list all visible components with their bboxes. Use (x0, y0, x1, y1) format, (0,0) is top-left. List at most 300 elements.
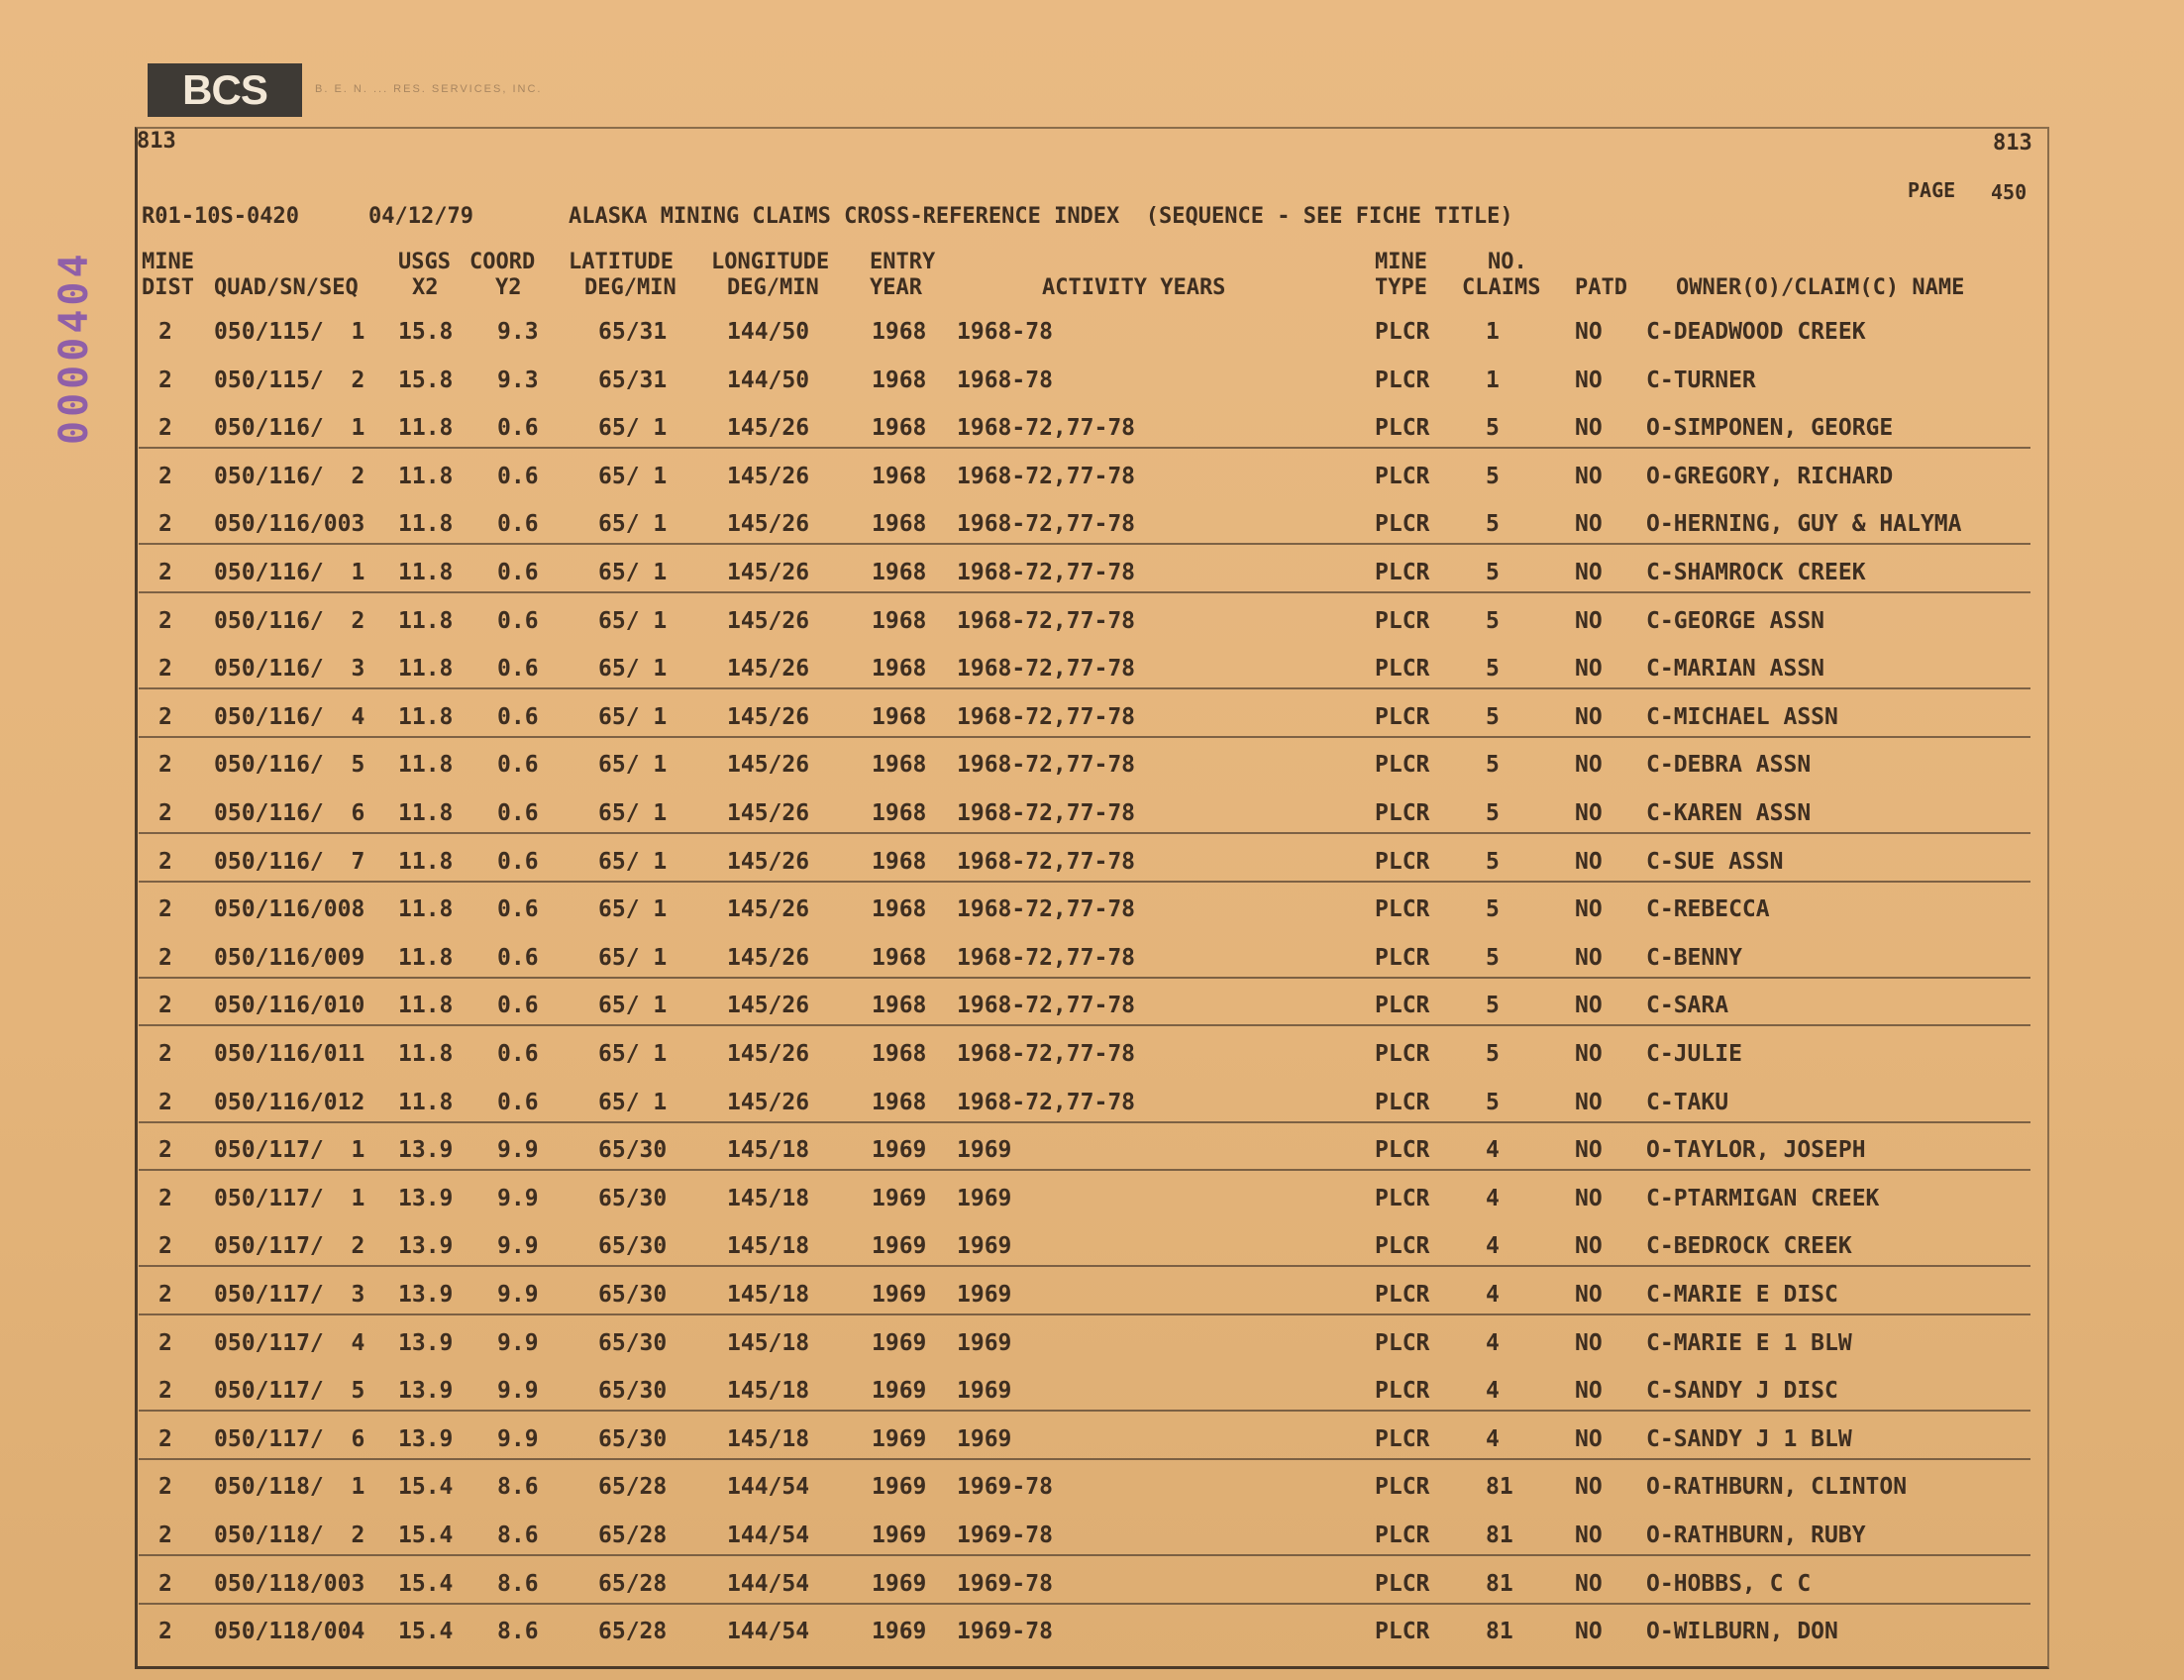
latitude-cell: 65/ 1 (598, 511, 668, 538)
owner-claim-name-cell: C-KAREN ASSN (1646, 800, 1812, 826)
longitude-cell: 145/18 (727, 1378, 810, 1405)
activity-years-cell: 1968-78 (957, 319, 1053, 345)
quad-cell: 050/115/ 1 (214, 319, 365, 345)
y2-cell: 0.6 (497, 896, 539, 923)
owner-claim-name-cell: C-MARIAN ASSN (1646, 656, 1825, 682)
longitude-cell: 145/26 (727, 703, 810, 730)
latitude-cell: 65/30 (598, 1282, 668, 1308)
quad-cell: 050/116/008 (214, 896, 365, 923)
claims-count-cell: 5 (1486, 752, 1500, 779)
entry-year-cell: 1969 (872, 1329, 927, 1356)
patd-cell: NO (1575, 944, 1603, 971)
x2-cell: 15.8 (398, 319, 454, 345)
latitude-cell: 65/31 (598, 319, 668, 345)
quad-cell: 050/116/ 7 (214, 848, 365, 875)
mine-type-cell: PLCR (1375, 1137, 1430, 1164)
mine-type-cell: PLCR (1375, 656, 1430, 682)
owner-claim-name-cell: C-BENNY (1646, 944, 1742, 971)
patd-cell: NO (1575, 752, 1603, 779)
claims-count-cell: 5 (1486, 800, 1500, 826)
y2-cell: 9.3 (497, 319, 539, 345)
longitude-cell: 145/18 (727, 1185, 810, 1211)
dist-cell: 2 (158, 896, 172, 923)
y2-cell: 9.3 (497, 367, 539, 393)
owner-claim-name-cell: C-SUE ASSN (1646, 848, 1784, 875)
claims-count-cell: 4 (1486, 1233, 1500, 1260)
claims-count-cell: 5 (1486, 993, 1500, 1019)
latitude-cell: 65/28 (598, 1570, 668, 1597)
owner-claim-name-cell: O-TAYLOR, JOSEPH (1646, 1137, 1866, 1164)
patd-cell: NO (1575, 415, 1603, 442)
quad-cell: 050/116/ 2 (214, 607, 365, 634)
activity-years-cell: 1968-72,77-78 (957, 415, 1136, 442)
quad-cell: 050/116/ 5 (214, 752, 365, 779)
activity-years-cell: 1968-72,77-78 (957, 463, 1136, 489)
row-rule-line (139, 687, 2030, 689)
longitude-cell: 145/26 (727, 993, 810, 1019)
latitude-cell: 65/ 1 (598, 463, 668, 489)
activity-years-cell: 1968-78 (957, 367, 1053, 393)
x2-cell: 11.8 (398, 848, 454, 875)
y2-cell: 9.9 (497, 1137, 539, 1164)
activity-years-cell: 1968-72,77-78 (957, 752, 1136, 779)
row-rule-line (139, 1313, 2030, 1315)
dist-cell: 2 (158, 1282, 172, 1308)
claims-count-cell: 5 (1486, 607, 1500, 634)
entry-year-cell: 1969 (872, 1425, 927, 1452)
entry-year-cell: 1968 (872, 752, 927, 779)
longitude-cell: 144/54 (727, 1619, 810, 1645)
latitude-cell: 65/28 (598, 1522, 668, 1548)
y2-cell: 0.6 (497, 1041, 539, 1067)
activity-years-cell: 1969 (957, 1137, 1012, 1164)
patd-cell: NO (1575, 800, 1603, 826)
x2-cell: 15.8 (398, 367, 454, 393)
y2-cell: 0.6 (497, 944, 539, 971)
latitude-cell: 65/30 (598, 1425, 668, 1452)
activity-years-cell: 1969 (957, 1282, 1012, 1308)
owner-claim-name-cell: O-RATHBURN, CLINTON (1646, 1474, 1908, 1501)
entry-year-cell: 1969 (872, 1378, 927, 1405)
activity-years-cell: 1968-72,77-78 (957, 703, 1136, 730)
activity-years-cell: 1969 (957, 1233, 1012, 1260)
latitude-cell: 65/ 1 (598, 607, 668, 634)
claims-count-cell: 5 (1486, 944, 1500, 971)
patd-cell: NO (1575, 703, 1603, 730)
mine-type-cell: PLCR (1375, 1282, 1430, 1308)
activity-years-cell: 1968-72,77-78 (957, 848, 1136, 875)
owner-claim-name-cell: C-BEDROCK CREEK (1646, 1233, 1852, 1260)
y2-cell: 9.9 (497, 1378, 539, 1405)
longitude-cell: 145/26 (727, 1041, 810, 1067)
entry-year-cell: 1968 (872, 993, 927, 1019)
mine-type-cell: PLCR (1375, 1233, 1430, 1260)
mine-type-cell: PLCR (1375, 560, 1430, 585)
quad-cell: 050/116/ 3 (214, 656, 365, 682)
header-entry-year: ENTRY YEAR (870, 250, 936, 300)
longitude-cell: 145/26 (727, 896, 810, 923)
entry-year-cell: 1969 (872, 1233, 927, 1260)
longitude-cell: 145/18 (727, 1329, 810, 1356)
activity-years-cell: 1968-72,77-78 (957, 1089, 1136, 1115)
page-label: PAGE (1908, 178, 1956, 202)
table-row (0, 1611, 2184, 1658)
mine-type-cell: PLCR (1375, 1329, 1430, 1356)
x2-cell: 11.8 (398, 896, 454, 923)
dist-cell: 2 (158, 703, 172, 730)
claims-count-cell: 1 (1486, 367, 1500, 393)
patd-cell: NO (1575, 896, 1603, 923)
claims-count-cell: 5 (1486, 896, 1500, 923)
latitude-cell: 65/ 1 (598, 800, 668, 826)
longitude-cell: 144/54 (727, 1474, 810, 1501)
quad-cell: 050/118/ 1 (214, 1474, 365, 1501)
claims-count-cell: 81 (1486, 1474, 1513, 1501)
header-patd: PATD (1575, 275, 1627, 300)
patd-cell: NO (1575, 1041, 1603, 1067)
mine-type-cell: PLCR (1375, 1522, 1430, 1548)
header-usgs-x2: USGS X2 (398, 250, 451, 300)
mine-type-cell: PLCR (1375, 896, 1430, 923)
latitude-cell: 65/30 (598, 1233, 668, 1260)
owner-claim-name-cell: C-JULIE (1646, 1041, 1742, 1067)
mine-type-cell: PLCR (1375, 415, 1430, 442)
y2-cell: 0.6 (497, 511, 539, 538)
entry-year-cell: 1969 (872, 1619, 927, 1645)
longitude-cell: 145/18 (727, 1137, 810, 1164)
x2-cell: 13.9 (398, 1425, 454, 1452)
patd-cell: NO (1575, 656, 1603, 682)
owner-claim-name-cell: O-HERNING, GUY & HALYMA (1646, 511, 1962, 538)
activity-years-cell: 1969 (957, 1329, 1012, 1356)
owner-claim-name-cell: C-DEADWOOD CREEK (1646, 319, 1866, 345)
y2-cell: 8.6 (497, 1619, 539, 1645)
y2-cell: 0.6 (497, 656, 539, 682)
latitude-cell: 65/ 1 (598, 848, 668, 875)
mine-type-cell: PLCR (1375, 1425, 1430, 1452)
entry-year-cell: 1969 (872, 1185, 927, 1211)
dist-cell: 2 (158, 848, 172, 875)
y2-cell: 0.6 (497, 752, 539, 779)
claims-count-cell: 5 (1486, 1089, 1500, 1115)
entry-year-cell: 1968 (872, 944, 927, 971)
claims-count-cell: 5 (1486, 415, 1500, 442)
patd-cell: NO (1575, 1185, 1603, 1211)
owner-claim-name-cell: C-TAKU (1646, 1089, 1729, 1115)
entry-year-cell: 1969 (872, 1570, 927, 1597)
table-row (0, 456, 2184, 503)
header-coord-y2: COORD Y2 (469, 250, 536, 300)
x2-cell: 15.4 (398, 1619, 454, 1645)
entry-year-cell: 1968 (872, 511, 927, 538)
dist-cell: 2 (158, 1089, 172, 1115)
patd-cell: NO (1575, 848, 1603, 875)
longitude-cell: 144/50 (727, 367, 810, 393)
header-latitude: LATITUDE DEG/MIN (569, 250, 676, 300)
dist-cell: 2 (158, 1378, 172, 1405)
entry-year-cell: 1968 (872, 607, 927, 634)
y2-cell: 0.6 (497, 1089, 539, 1115)
report-title: ALASKA MINING CLAIMS CROSS-REFERENCE INDEX (SEQUENCE - SEE FICHE TITLE) (569, 204, 1513, 229)
entry-year-cell: 1968 (872, 463, 927, 489)
longitude-cell: 145/26 (727, 944, 810, 971)
claims-count-cell: 5 (1486, 703, 1500, 730)
claims-count-cell: 1 (1486, 319, 1500, 345)
patd-cell: NO (1575, 1089, 1603, 1115)
quad-cell: 050/116/012 (214, 1089, 365, 1115)
owner-claim-name-cell: C-MICHAEL ASSN (1646, 703, 1838, 730)
patd-cell: NO (1575, 511, 1603, 538)
quad-cell: 050/116/010 (214, 993, 365, 1019)
latitude-cell: 65/ 1 (598, 993, 668, 1019)
row-rule-line (139, 1410, 2030, 1412)
x2-cell: 11.8 (398, 752, 454, 779)
mine-type-cell: PLCR (1375, 511, 1430, 538)
header-activity-years: ACTIVITY YEARS (1042, 275, 1226, 300)
claims-count-cell: 5 (1486, 1041, 1500, 1067)
latitude-cell: 65/ 1 (598, 415, 668, 442)
claims-count-cell: 5 (1486, 848, 1500, 875)
owner-claim-name-cell: C-SANDY J 1 BLW (1646, 1425, 1852, 1452)
entry-year-cell: 1968 (872, 1089, 927, 1115)
activity-years-cell: 1968-72,77-78 (957, 656, 1136, 682)
entry-year-cell: 1968 (872, 415, 927, 442)
activity-years-cell: 1969 (957, 1378, 1012, 1405)
owner-claim-name-cell: O-RATHBURN, RUBY (1646, 1522, 1866, 1548)
owner-claim-name-cell: C-TURNER (1646, 367, 1756, 393)
entry-year-cell: 1968 (872, 1041, 927, 1067)
quad-cell: 050/116/011 (214, 1041, 365, 1067)
longitude-cell: 144/50 (727, 319, 810, 345)
activity-years-cell: 1968-72,77-78 (957, 1041, 1136, 1067)
dist-cell: 2 (158, 1233, 172, 1260)
latitude-cell: 65/ 1 (598, 703, 668, 730)
table-row (0, 1178, 2184, 1225)
claims-count-cell: 81 (1486, 1522, 1513, 1548)
x2-cell: 15.4 (398, 1474, 454, 1501)
mine-type-cell: PLCR (1375, 607, 1430, 634)
latitude-cell: 65/ 1 (598, 1041, 668, 1067)
quad-cell: 050/116/ 2 (214, 463, 365, 489)
row-rule-line (139, 1458, 2030, 1460)
claims-count-cell: 4 (1486, 1425, 1500, 1452)
mine-type-cell: PLCR (1375, 319, 1430, 345)
table-row (0, 1033, 2184, 1081)
table-row (0, 360, 2184, 407)
activity-years-cell: 1969-78 (957, 1474, 1053, 1501)
patd-cell: NO (1575, 993, 1603, 1019)
y2-cell: 9.9 (497, 1282, 539, 1308)
row-rule-line (139, 736, 2030, 738)
entry-year-cell: 1968 (872, 367, 927, 393)
patd-cell: NO (1575, 367, 1603, 393)
mine-type-cell: PLCR (1375, 1619, 1430, 1645)
dist-cell: 2 (158, 1570, 172, 1597)
quad-cell: 050/117/ 5 (214, 1378, 365, 1405)
dist-cell: 2 (158, 367, 172, 393)
y2-cell: 8.6 (497, 1522, 539, 1548)
patd-cell: NO (1575, 1619, 1603, 1645)
x2-cell: 13.9 (398, 1378, 454, 1405)
longitude-cell: 145/26 (727, 752, 810, 779)
y2-cell: 0.6 (497, 463, 539, 489)
row-rule-line (139, 881, 2030, 883)
latitude-cell: 65/30 (598, 1137, 668, 1164)
dist-cell: 2 (158, 319, 172, 345)
claims-count-cell: 4 (1486, 1378, 1500, 1405)
header-quad: QUAD/SN/SEQ (214, 275, 359, 300)
patd-cell: NO (1575, 1233, 1603, 1260)
latitude-cell: 65/ 1 (598, 560, 668, 585)
latitude-cell: 65/ 1 (598, 896, 668, 923)
quad-cell: 050/118/ 2 (214, 1522, 365, 1548)
activity-years-cell: 1968-72,77-78 (957, 944, 1136, 971)
quad-cell: 050/118/004 (214, 1619, 365, 1645)
row-rule-line (139, 591, 2030, 593)
table-row (0, 744, 2184, 791)
header-mine-type: MINE TYPE (1375, 250, 1427, 300)
x2-cell: 13.9 (398, 1233, 454, 1260)
mine-type-cell: PLCR (1375, 367, 1430, 393)
quad-cell: 050/116/003 (214, 511, 365, 538)
table-row (0, 600, 2184, 648)
x2-cell: 11.8 (398, 656, 454, 682)
owner-claim-name-cell: O-WILBURN, DON (1646, 1619, 1838, 1645)
owner-claim-name-cell: O-GREGORY, RICHARD (1646, 463, 1894, 489)
x2-cell: 13.9 (398, 1185, 454, 1211)
table-row (0, 311, 2184, 359)
entry-year-cell: 1968 (872, 848, 927, 875)
x2-cell: 11.8 (398, 1089, 454, 1115)
latitude-cell: 65/30 (598, 1185, 668, 1211)
mine-type-cell: PLCR (1375, 1378, 1430, 1405)
dist-cell: 2 (158, 1185, 172, 1211)
mine-type-cell: PLCR (1375, 1089, 1430, 1115)
dist-cell: 2 (158, 1619, 172, 1645)
y2-cell: 9.9 (497, 1329, 539, 1356)
quad-cell: 050/117/ 2 (214, 1233, 365, 1260)
claims-count-cell: 4 (1486, 1137, 1500, 1164)
quad-cell: 050/116/ 6 (214, 800, 365, 826)
dist-cell: 2 (158, 944, 172, 971)
dist-cell: 2 (158, 752, 172, 779)
latitude-cell: 65/ 1 (598, 656, 668, 682)
owner-claim-name-cell: C-MARIE E 1 BLW (1646, 1329, 1852, 1356)
row-rule-line (139, 832, 2030, 834)
longitude-cell: 145/26 (727, 511, 810, 538)
x2-cell: 15.4 (398, 1570, 454, 1597)
quad-cell: 050/117/ 1 (214, 1185, 365, 1211)
claims-count-cell: 4 (1486, 1282, 1500, 1308)
patd-cell: NO (1575, 463, 1603, 489)
patd-cell: NO (1575, 607, 1603, 634)
claims-count-cell: 5 (1486, 511, 1500, 538)
claims-count-cell: 5 (1486, 656, 1500, 682)
owner-claim-name-cell: C-SANDY J DISC (1646, 1378, 1838, 1405)
row-rule-line (139, 1169, 2030, 1171)
y2-cell: 0.6 (497, 415, 539, 442)
mine-type-cell: PLCR (1375, 800, 1430, 826)
quad-cell: 050/117/ 3 (214, 1282, 365, 1308)
corner-code-left: 813 (137, 129, 176, 154)
owner-claim-name-cell: O-HOBBS, C C (1646, 1570, 1812, 1597)
entry-year-cell: 1968 (872, 703, 927, 730)
owner-claim-name-cell: C-SARA (1646, 993, 1729, 1019)
mine-type-cell: PLCR (1375, 752, 1430, 779)
latitude-cell: 65/ 1 (598, 752, 668, 779)
claims-count-cell: 4 (1486, 1329, 1500, 1356)
patd-cell: NO (1575, 1137, 1603, 1164)
quad-cell: 050/116/ 4 (214, 703, 365, 730)
y2-cell: 9.9 (497, 1425, 539, 1452)
y2-cell: 0.6 (497, 800, 539, 826)
latitude-cell: 65/28 (598, 1474, 668, 1501)
patd-cell: NO (1575, 560, 1603, 585)
x2-cell: 11.8 (398, 463, 454, 489)
dist-cell: 2 (158, 1522, 172, 1548)
activity-years-cell: 1968-72,77-78 (957, 607, 1136, 634)
dist-cell: 2 (158, 1425, 172, 1452)
entry-year-cell: 1969 (872, 1474, 927, 1501)
latitude-cell: 65/ 1 (598, 1089, 668, 1115)
longitude-cell: 144/54 (727, 1570, 810, 1597)
x2-cell: 13.9 (398, 1329, 454, 1356)
activity-years-cell: 1968-72,77-78 (957, 993, 1136, 1019)
logo-subtitle: B. E. N. ... RES. SERVICES, INC. (315, 83, 543, 95)
row-rule-line (139, 1121, 2030, 1123)
x2-cell: 11.8 (398, 560, 454, 585)
dist-cell: 2 (158, 463, 172, 489)
activity-years-cell: 1968-72,77-78 (957, 560, 1136, 585)
x2-cell: 11.8 (398, 607, 454, 634)
quad-cell: 050/116/ 1 (214, 560, 365, 585)
dist-cell: 2 (158, 415, 172, 442)
y2-cell: 9.9 (497, 1185, 539, 1211)
activity-years-cell: 1968-72,77-78 (957, 511, 1136, 538)
activity-years-cell: 1968-72,77-78 (957, 896, 1136, 923)
longitude-cell: 144/54 (727, 1522, 810, 1548)
longitude-cell: 145/26 (727, 656, 810, 682)
longitude-cell: 145/18 (727, 1233, 810, 1260)
patd-cell: NO (1575, 1282, 1603, 1308)
dist-cell: 2 (158, 993, 172, 1019)
x2-cell: 11.8 (398, 800, 454, 826)
quad-cell: 050/116/009 (214, 944, 365, 971)
table-row (0, 1466, 2184, 1514)
header-longitude: LONGITUDE DEG/MIN (711, 250, 830, 300)
row-rule-line (139, 447, 2030, 449)
mine-type-cell: PLCR (1375, 1474, 1430, 1501)
quad-cell: 050/117/ 6 (214, 1425, 365, 1452)
patd-cell: NO (1575, 1378, 1603, 1405)
owner-claim-name-cell: C-REBECCA (1646, 896, 1770, 923)
activity-years-cell: 1969-78 (957, 1570, 1053, 1597)
patd-cell: NO (1575, 1474, 1603, 1501)
y2-cell: 0.6 (497, 703, 539, 730)
mine-type-cell: PLCR (1375, 993, 1430, 1019)
dist-cell: 2 (158, 560, 172, 585)
longitude-cell: 145/26 (727, 415, 810, 442)
patd-cell: NO (1575, 319, 1603, 345)
x2-cell: 11.8 (398, 944, 454, 971)
row-rule-line (139, 1603, 2030, 1605)
quad-cell: 050/117/ 4 (214, 1329, 365, 1356)
report-date: 04/12/79 (368, 204, 473, 229)
header-mine-dist: MINE DIST (142, 250, 194, 300)
page-number: 450 (1991, 180, 2028, 204)
quad-cell: 050/115/ 2 (214, 367, 365, 393)
stamp-number: 0000404 (52, 250, 97, 446)
